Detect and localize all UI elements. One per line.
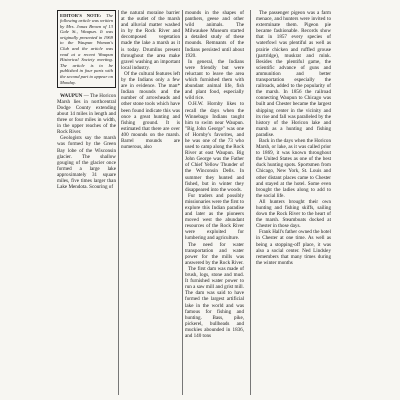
column-2 <box>121 10 180 150</box>
article-paragraph: All hunters brought their own hunting and fishing skiffs, sailing down the Rock River to the heart of the marsh. Steamboats docked at Chester in those days. <box>256 198 331 230</box>
dateline: WAUPUN <box>60 92 83 99</box>
column-4 <box>256 10 331 266</box>
editors-note-box <box>57 10 116 88</box>
column-divider <box>118 10 119 395</box>
article-paragraph: The passenger pigeon was a farm menace, and hunters were invited to exterminate them. Pigeon pie became fashionable. Records show that in 1857 every species of waterfowl was plentiful as well as prairie chicken and ruffled grouse (partridge), muskrat and mink. Besides the plentiful game, the scientific advance of guns and ammunition and better transportation especially the railroads, added to the popularity of the marsh. In 1856 the railroad connecting Waupun to Chicago was built and Chester became the largest shipping center in the vicinity and its rise and fall was paralleled by the history of the Horicon lake and marsh as a hunting and fishing paradise. <box>256 10 331 138</box>
article-paragraph: The first dam was made of brush, logs, stone and mud. It furnished water power to run a saw mill and grist mill. The dam was said to have formed the largest artificial lake in the world and was famous for fishing and hunting. Bass, pike, pickerel, bullheads and muckies abounded in 1836, and 140 tons <box>185 265 244 339</box>
article-paragraph: Geologists say the marsh was formed by the Green Bay lobe of the Wisconsin glacier. The shallow gouging of the glacier once formed a large lake approximately 31 square miles, five times larger than Lake Mendota. Scouring of <box>57 135 116 191</box>
article-paragraph: mounds in the shapes of panthers, geese and other wild animals. The Milwaukee Museum started a detailed study of these mounds. Remnants of the Indians persisted until about 1920. <box>185 10 244 59</box>
column-3 <box>185 10 244 339</box>
article-paragraph: Fur traders and possibly missionaries were the first to explore this Indian paradise and later as the pioneers moved west the abundant resources of the Rock River were exploited for lumbering and agriculture. <box>185 192 244 242</box>
article-paragraph: Of the cultural features left by the Indians only a few are in evidence. The man* Indian mounds and the number of arrowheads and other stone tools which have been found indicate this was once a great hunting and fishing ground. It is estimated that there are over 400 mounds on the marsh. Barrel mounds are numerous, also <box>121 70 180 151</box>
article-paragraph: the natural moraine barrier at the outlet of the marsh and alluvial matter washed in by the Rock River and decomposed vegetation made the lake a marsh as it is today. Drumlins present throughout the area make gravel washing an important local industry. <box>121 10 180 71</box>
column-1 <box>57 10 116 190</box>
article-paragraph: O.H.W. Hornby likes to recall the days when the Winnebago Indians taught him to swim near Waupun. "Big John George" was one of Hornby's favorites, and he was one of the 73 who used to camp along the Rock River at east Waupun. Big John George was the Father of Chief Yellow Thunder of the Winconsin Dells. In summer they hunted and fished, but in winter they disappeared into the woods. <box>185 101 244 193</box>
column-divider <box>250 10 251 395</box>
column-divider <box>182 10 183 395</box>
paragraph-text: — The Horicon Marsh lies in northcentral Dodge County extending about 14 miles in length and three or four miles in width, in the upper reaches of the Rock River. <box>57 92 116 136</box>
article-paragraph: Back in the days when the Horicon Marsh, or lake, as it was called prior to 1869, it was known throughout the United States as one of the best duck hunting spots. Sportsmen from Chicago, New York, St. Louis and other distant places came to Chester and stayed at the hotel. Some even brought the ladies along to add to the social life. <box>256 137 331 199</box>
editors-note-text: The following article was written by Mrs. Jonas Brown of 13 Gale St., Waupun. It was originally presented in 1969 to the Waupun Woman's Club and the article was read at a recent Waupun Historical Society meeting. The article is to be published in four parts with the second part to appear on Monday. <box>60 12 113 85</box>
article-paragraph <box>57 93 116 136</box>
article-paragraph: Frank Hall's father owned the hotel in Chester at one time. As well as being a stopping-off place, it was also a social center. Ned Lindsley remembers that many times during the winter months <box>256 229 331 266</box>
article-paragraph: In general, the Indians were friendly but were reluctant to leave the area which furnished them with abundant animal life, fish and plant food, especially wild rice. <box>185 58 244 102</box>
article-paragraph: The need for water transportation and water power for the mills was answered by the Rock River. <box>185 241 244 266</box>
editors-note-label: EDITOR'S NOTE: <box>60 12 102 18</box>
